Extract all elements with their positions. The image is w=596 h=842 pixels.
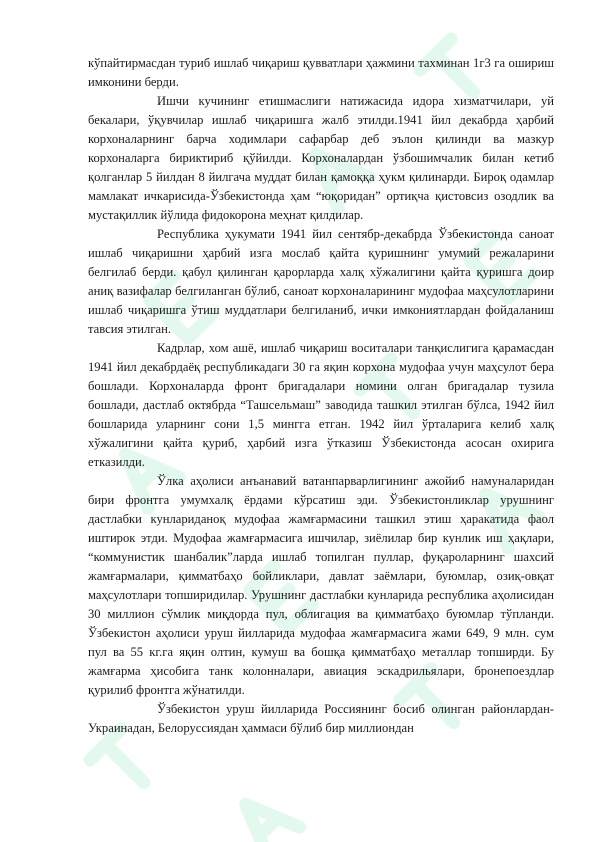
paragraph-6: Ўзбекистон уруш йилларида Россиянинг босиб олинган районлардан-Украинадан, Белоруссиядан ҳаммаси бўлиб бир миллиондан — [88, 702, 554, 735]
paragraph-1: кўпайтирмасдан туриб ишлаб чиқариш қувватлари ҳажмини тахминан 1г3 га ошириш имконини берди. — [88, 56, 554, 89]
paragraph-2: Ишчи кучининг етишмаслиги натижасида идора хизматчилари, уй бекалари, ўқувчилар ишлаб чиқаришга жалб этилди.1941 йил декабрда ҳарбий корхоналарнинг барча ходимлари сафарбар деб эълон қилинди ва мазкур корхоналарга бириктириб қўйилди. Корхоналардан ўзбошимчалик билан кетиб қолганлар 5 йилдан 8 йилгача муддат билан қамоққа ҳукм қилинарди. Бироқ одамлар мамлакат ичкарисида-Ўзбекистонда ҳам “юқоридан” ортиқча қистовсиз озодлик ва мустақиллик йўлида фидокорона меҳнат қилдилар. — [88, 94, 554, 222]
watermark-glyph — [90, 729, 159, 798]
paragraph-5: Ўлка аҳолиси анъанавий ватанпарварлигининг ажойиб намуналаридан бири фронтга умумхалқ ёрдами кўрсатиш эди. Ўзбекистонликлар урушнинг дастлабки кунлариданоқ мудофаа жамғармасини ташкил этиш ҳаракатида фаол иштирок этди. Мудофаа жамғармасига ишчилар, зиёлилар бир кунлик иш ҳақлари, “коммунистик шанбалик”ларда ишлаб топилган пуллар, фуқароларнинг шахсий жамғармалари, қимматбаҳо бойликлари, давлат заёмлари, буюмлар, озиқ-овқат маҳсулотлари топширидилар. Урушнинг дастлабки кунларида республика аҳолисидан 30 миллион сўмлик миқдорда пул, облигация ва қимматбаҳо буюмлар тўпланди. Ўзбекистон аҳолиси уруш йилларида мудофаа жамғармасига жами 649, 9 млн. сум пул ва 55 кг.га яқин олтин, кумуш ва бошқа қимматбаҳо металлар топширди. Бу жамғарма ҳисобига танк колонналари, авиация эскадрильялари, бронепоездлар қурилиб фронтга жўнатилди. — [88, 474, 554, 697]
paragraph-4: Кадрлар, хом ашё, ишлаб чиқариш воситалари танқислигига қарамасдан 1941 йил декабрдаёқ республикадаги 30 га яқин корхона мудофаа учун маҳсулот бера бошлади. Корхоналарда фронт бригадалари номини олган бригадалар тузила бошлади, дастлаб октябрда “Ташсельмаш” заводида ташкил этилган бўлса, 1942 йил бошларида уларнинг сони 1,5 мингга етган. 1942 йил ўрталарига келиб халқ хўжалигини қайта қуриб, ҳарбий изга ўтказиш Ўзбекистонда асосан охирига етказилди. — [88, 341, 554, 469]
paragraph-3: Республика ҳукумати 1941 йил сентябр-декабрда Ўзбекистонда саноат ишлаб чиқаришни ҳарбий изга мослаб қайта қуришнинг умумий режаларини белгилаб берди. қабул қилинган қарорларда халқ хўжалигини қайта қуришга доир аниқ вазифалар белгиланган бўлиб, саноат корхоналарининг мудофаа маҳсулотларини ишлаб чиқаришга ўтиш муддатлари белгиланиб, ички имкониятлардан фойдаланиш тавсия этилган. — [88, 227, 554, 336]
watermark-glyph — [230, 789, 299, 842]
document-body — [88, 54, 554, 738]
